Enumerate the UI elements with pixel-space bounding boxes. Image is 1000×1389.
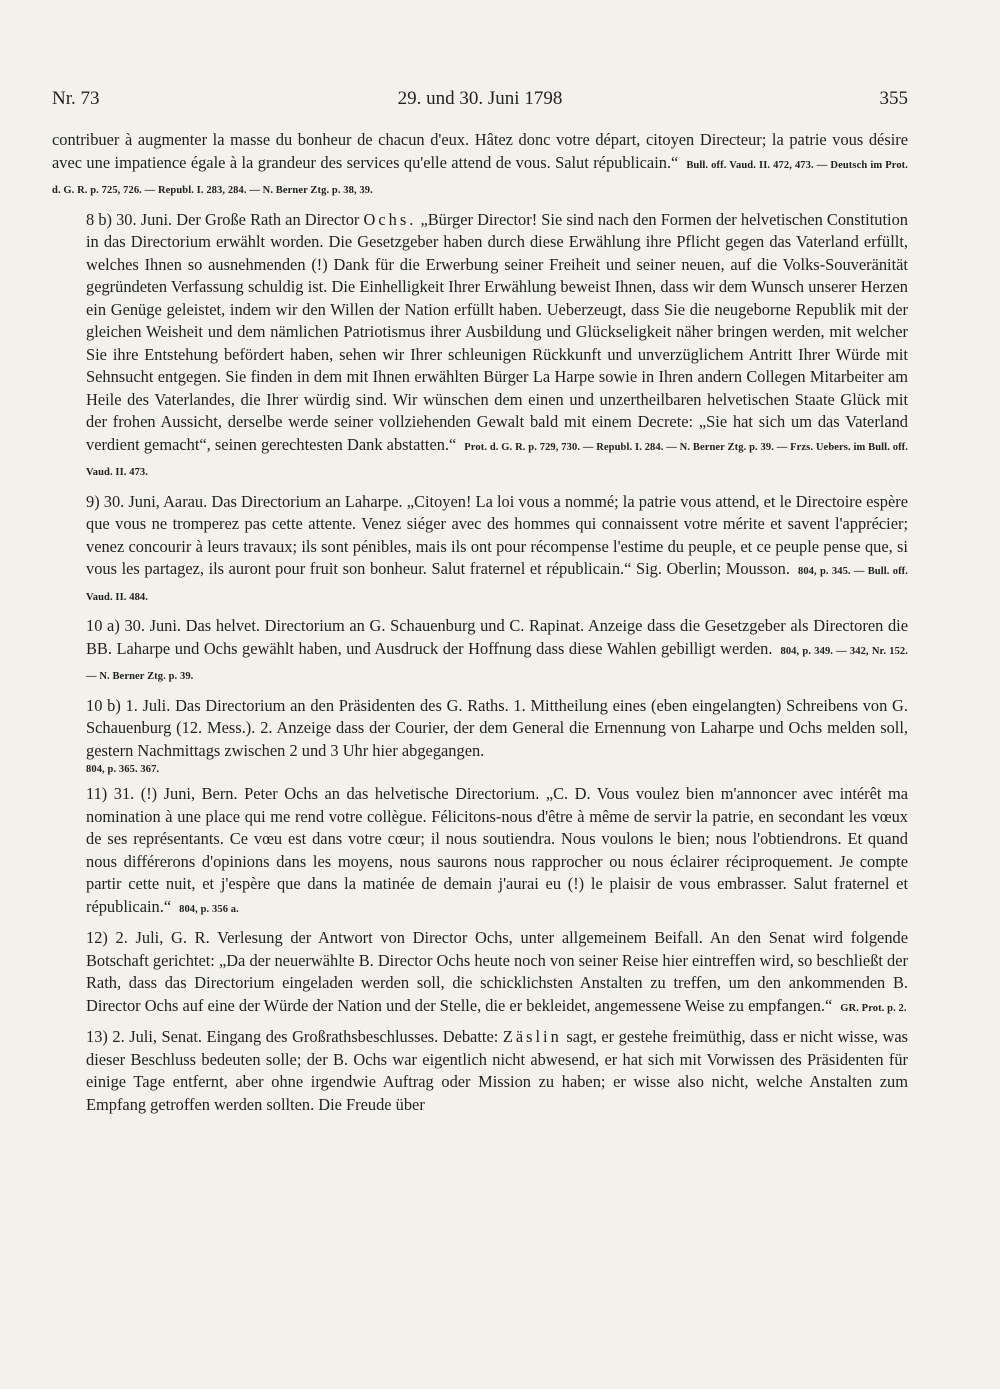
paragraph-text: 10 a) 30. Juni. Das helvet. Directorium an G. Schauenburg und C. Rapinat. Anzeige dass die Gesetzgeber als Directoren die BB. Laharpe und Ochs gewählt haben, und Ausdruck der Hoffnung dass diese Wahlen gebilligt werden. [86, 616, 908, 658]
page-header [52, 88, 908, 118]
paragraph-entry-11 [52, 783, 908, 921]
source-reference: Bull. off. Vaud. II. 472, 473. — Deutsch im Prot. d. G. R. p. 725, 726. — Republ. I. 283, 284. — N. Berner Ztg. p. 38, 39. [52, 159, 908, 196]
paragraph-text: 11) 31. (!) Juni, Bern. Peter Ochs an das helvetische Directorium. „C. D. Vous voulez bien m'annoncer avec intérêt ma nomination à une place qui me rend votre collègue. Félicitons-nous d'être à même de servir la patrie, en secondant les vœux de ses représentants. Ce vœu est dans votre cœur; il nous soutiendra. Nous voulons le bien; nous l'obtiendrons. Et quand nous différerons d'opinions dans les moyens, nous saurons nous rapprocher ou nous éclairer réciproquement. Je compte partir cette nuit, et j'espère que dans la matinée de demain j'aurai eu (!) le plaisir de vous embrasser. Salut fraternel et républicain.“ [86, 784, 908, 916]
paragraph-text: sagt, er gestehe freimüthig, dass er nicht wisse, was dieser Beschluss bedeuten solle; der B. Ochs war eigentlich nicht abwesend, er hat sich mit Vorwissen des Präsidenten für einige Tage entfernt, aber ohne irgendwie Auftrag oder Mission zu haben; er wisse also nicht, welche Anstalten zum Empfang getroffen werden sollten. Die Freude über [86, 1027, 909, 1114]
spaced-name: Zäslin [502, 1027, 562, 1046]
paragraph-entry-13 [52, 1026, 908, 1116]
header-date: 29. und 30. Juni 1798 [397, 88, 563, 109]
source-reference: Prot. d. G. R. p. 729, 730. — Republ. I. 284. — N. Berner Ztg. p. 39. — Frzs. Uebers. im Bull. off. Vaud. II. 473. [86, 441, 908, 478]
paragraph-continuation [52, 129, 908, 203]
source-reference: GR. Prot. p. 2. [840, 1002, 907, 1014]
paragraph-text: 9) 30. Juni, Aarau. Das Directorium an Laharpe. „Citoyen! La loi vous a nommé; la patrie vous attend, et le Directoire espère que vous ne tromperez pas cette attente. Venez siéger avec des hommes qui connaissent votre mérite et savent l'apprécier; venez concourir à leurs travaux; ils sont pénibles, mais ils ont pour récompense l'estime du peuple, et ce peuple pense que, si vous les partagez, ils auront pour fruit son bonheur. Salut fraternel et républicain.“ Sig. Oberlin; Mousson. [86, 491, 908, 578]
paragraph-lead: 13) 2. Juli, Senat. Eingang des Großrathsbeschlusses. Debatte: [86, 1027, 499, 1046]
document-number: Nr. 73 [52, 88, 100, 109]
document-page [52, 88, 908, 1116]
source-reference: 804, p. 365. 367. [86, 764, 160, 775]
page-number: 355 [879, 88, 908, 109]
paragraph-text: „Bürger Director! Sie sind nach den Formen der helvetischen Constitution in das Directorium erwählt worden. Die Gesetzgeber haben durch diese Erwählung ihre Pflicht gegen das Vaterland erfüllt, welches Ihnen so ausnehmenden (!) Dank für die Erwerbung seiner Freiheit und seiner neuen, auf die Volks-Souveränität gegründeten Verfassung schuldig ist. Die Einhelligkeit Ihrer Erwählung beweist Ihnen, dass wir dem Wunsch unserer Herzen ein Genüge geleistet, indem wir den Willen der Nation erfüllt haben. Ueberzeugt, dass Sie die neugeborne Republik mit der gleichen Weisheit und dem nämlichen Patriotismus ihrer Ausbildung und Glückseligkeit näher bringen werden, mit welcher Sie ihre Entstehung befördert haben, sehen wir Ihrer schleunigen Rückkunft und unverzüglichem Antritt Ihrer Würde mit Sehnsucht entgegen. Sie finden in dem mit Ihnen erwählten Bürger La Harpe sowie in Ihren andern Collegen Mitarbeiter am Heile des Vaterlandes, die Ihrer würdig sind. Wir wünschen dem einen und unzertheilbaren helvetischen Staate Glück mit der frohen Aussicht, derselbe werde seiner vollziehenden Gewalt bald mit einem Decrete: „Sie hat sich um das Vaterland verdient gemacht“, seinen gerechtesten Dank abstatten.“ [86, 209, 908, 454]
paragraph-entry-8b [52, 209, 908, 485]
source-reference: 804, p. 345. — Bull. off. Vaud. II. 484. [86, 566, 909, 603]
spaced-name: Ochs. [363, 209, 417, 229]
paragraph-entry-9 [52, 491, 908, 610]
paragraph-entry-12 [52, 927, 908, 1020]
paragraph-text: 12) 2. Juli, G. R. Verlesung der Antwort von Director Ochs, unter allgemeinem Beifall. An den Senat wird folgende Botschaft gerichtet: „Da der neuerwählte B. Director Ochs heute noch von seiner Reise hier eintreffen wird, so beschließt der Rath, dass das Directorium eingeladen werden soll, die schicklichsten Anstalten zu treffen, um den ankommenden B. Director Ochs auf eine der Würde der Nation und der Stelle, die er bekleidet, angemessene Weise zu empfangen.“ [86, 928, 908, 1015]
paragraph-text: contribuer à augmenter la masse du bonheur de chacun d'eux. Hâtez donc votre départ, citoyen Directeur; la patrie vous désire avec une impatience égale à la grandeur des services qu'elle attend de vous. Salut républicain.“ [52, 130, 908, 172]
paragraph-lead: 8 b) 30. Juni. Der Große Rath an Director [86, 209, 360, 229]
paragraph-entry-10a [52, 615, 908, 689]
paragraph-entry-10b [52, 695, 908, 778]
source-reference: 804, p. 349. — 342, Nr. 152. — N. Berner Ztg. p. 39. [86, 645, 909, 682]
paragraph-text: 10 b) 1. Juli. Das Directorium an den Präsidenten des G. Raths. 1. Mittheilung eines (eben eingelangten) Schreibens von G. Schauenburg (12. Mess.). 2. Anzeige dass der Courier, der dem General die Ernennung von Laharpe und Ochs melden soll, gestern Nachmittags zwischen 2 und 3 Uhr hier abgegangen. [86, 695, 908, 760]
source-reference: 804, p. 356 a. [179, 903, 239, 915]
